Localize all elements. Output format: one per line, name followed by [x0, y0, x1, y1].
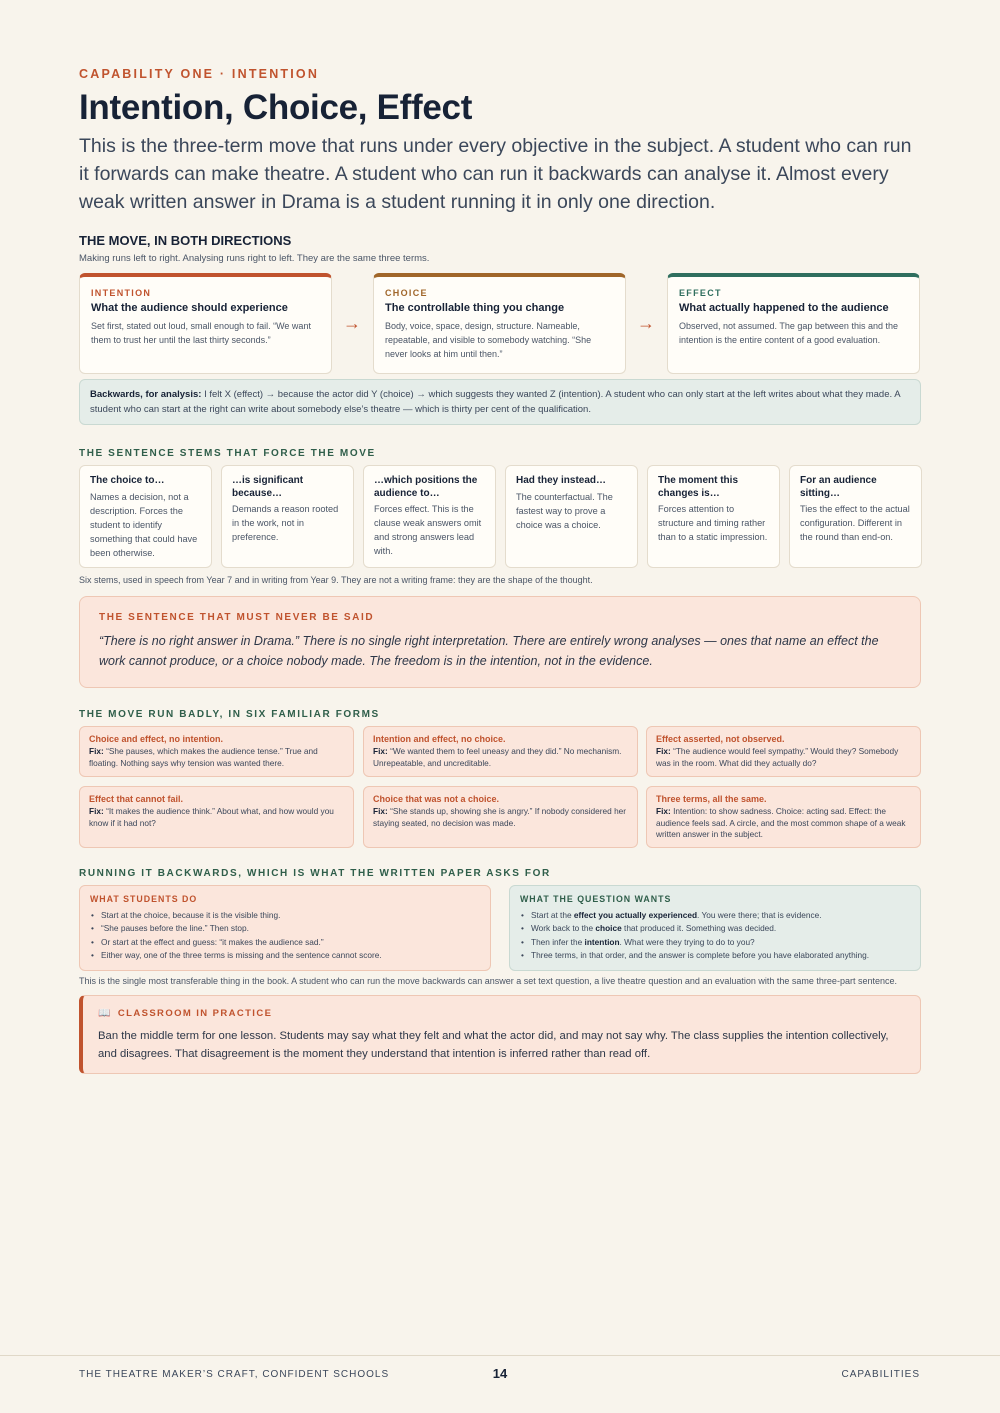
bad-form-head: Intention and effect, no choice. — [373, 734, 506, 744]
backwards-label: Backwards, for analysis: — [90, 389, 202, 400]
list-item: • Work back to the choice that produced it. Something was decided. — [520, 922, 910, 935]
bad-form-text: “She stands up, showing she is angry.” If nobody considered her staying seated, no decision was made. — [373, 806, 627, 828]
list-item: • “She pauses before the line.” Then stop. — [90, 922, 480, 935]
term-body: Observed, not assumed. The gap between this and the intention is the entire content of a good evaluation. — [679, 321, 898, 345]
bad-form-head: Choice that was not a choice. — [373, 794, 500, 804]
stem-body: Forces attention to structure and timing rather than to a static impression. — [658, 504, 768, 542]
stem-card — [221, 465, 354, 568]
students-do-label: WHAT STUDENTS DO — [90, 894, 198, 904]
stem-card — [505, 465, 638, 568]
term-card-effect — [667, 273, 920, 374]
page-title: Intention, Choice, Effect — [79, 88, 473, 127]
bad-form-text: “It makes the audience think.” About what, and how would you know if it had not? — [89, 806, 334, 828]
backwards-note: This is the single most transferable thing in the book. A student who can run the move backwards can answer a set text question, a live theatre question and an evaluation with the same three-part sentence. — [79, 976, 897, 986]
bad-form-card — [646, 786, 921, 848]
term-card-intention — [79, 273, 332, 374]
term-head: What actually happened to the audience — [679, 302, 889, 314]
list-item: • Or start at the effect and guess: “it makes the audience sad.” — [90, 936, 480, 949]
stem-body: The counterfactual. The fastest way to prove a choice was a choice. — [516, 491, 613, 530]
footer-book-title: THE THEATRE MAKER’S CRAFT, CONFIDENT SCHOOLS — [79, 1369, 390, 1380]
bad-form-card — [79, 726, 354, 777]
backwards-heading: RUNNING IT BACKWARDS, WHICH IS WHAT THE WRITTEN PAPER ASKS FOR — [79, 868, 551, 879]
list-item: • Then infer the intention. What were they trying to do to you? — [520, 936, 910, 949]
page-number: 14 — [492, 1366, 508, 1381]
bad-form-text: “We wanted them to feel uneasy and they did.” No mechanism. Unrepeatable, and uncreditable. — [373, 746, 622, 768]
term-label: EFFECT — [679, 288, 722, 298]
stem-card — [363, 465, 496, 568]
arrow-right-icon: → — [343, 313, 361, 333]
stem-card — [647, 465, 780, 568]
section-kicker: CAPABILITY ONE · INTENTION — [79, 67, 320, 81]
footer-divider — [0, 1355, 1000, 1356]
bad-form-card — [363, 726, 638, 777]
stem-card — [789, 465, 922, 568]
stem-body: Names a decision, not a description. Forces the student to identify something that could have been otherwise. — [90, 491, 198, 558]
never-say-label: THE SENTENCE THAT MUST NEVER BE SAID — [99, 612, 375, 623]
question-wants-box — [509, 885, 921, 971]
backwards-text: I felt X (effect) → because the actor did Y (choice) → which suggests they wanted Z (intention). A student who can only start at the left writes about what they made. A student who can start at the right can write about somebody else’s theatre — which is thirty per cent of the qualification. — [90, 389, 901, 415]
question-wants-list — [520, 909, 910, 963]
stem-card — [79, 465, 212, 568]
stems-note: Six stems, used in speech from Year 7 and in writing from Year 9. They are not a writing frame: they are the shape of the thought. — [79, 575, 593, 585]
bad-form-head: Effect asserted, not observed. — [656, 734, 785, 744]
classroom-practice-callout — [79, 995, 921, 1074]
stem-body: Forces effect. This is the clause weak answers omit and strong answers lead with. — [374, 504, 482, 556]
bad-form-head: Choice and effect, no intention. — [89, 734, 224, 744]
term-card-choice — [373, 273, 626, 374]
stems-heading: THE SENTENCE STEMS THAT FORCE THE MOVE — [79, 448, 376, 459]
never-say-callout — [79, 596, 921, 688]
fix-label: Fix: — [373, 806, 388, 816]
students-do-box — [79, 885, 491, 971]
footer-section: CAPABILITIES — [841, 1369, 920, 1380]
move-subheading: Making runs left to right. Analysing runs right to left. They are the same three terms. — [79, 253, 430, 264]
stem-head: The choice to… — [90, 475, 165, 486]
stem-head: …which positions the audience to… — [374, 475, 478, 499]
bad-form-head: Effect that cannot fail. — [89, 794, 184, 804]
badly-heading: THE MOVE RUN BADLY, IN SIX FAMILIAR FORMS — [79, 709, 380, 720]
fix-label: Fix: — [373, 746, 388, 756]
term-label: CHOICE — [385, 288, 428, 298]
list-item: • Start at the choice, because it is the visible thing. — [90, 909, 480, 922]
lede-paragraph: This is the three-term move that runs under every objective in the subject. A student who can run it forwards can make theatre. A student who can run it backwards can analyse it. Almost every weak written answer in Drama is a student running it in only one direction. — [79, 135, 912, 213]
list-item: • Start at the effect you actually experienced. You were there; that is evidence. — [520, 909, 910, 922]
question-wants-label: WHAT THE QUESTION WANTS — [520, 894, 672, 904]
term-head: What the audience should experience — [91, 302, 288, 314]
bad-form-card — [363, 786, 638, 848]
term-head: The controllable thing you change — [385, 302, 565, 314]
stem-body: Demands a reason rooted in the work, not in preference. — [232, 504, 339, 542]
arrow-right-icon: → — [637, 313, 655, 333]
bad-form-text: “The audience would feel sympathy.” Would they? Somebody was in the room. What did they actually do? — [656, 746, 899, 768]
term-body: Body, voice, space, design, structure. Nameable, repeatable, and visible to somebody watching. “She never looks at him until then.” — [385, 321, 592, 359]
list-item: • Three terms, in that order, and the answer is complete before you have elaborated anything. — [520, 949, 910, 962]
stem-head: The moment this changes is… — [658, 475, 739, 499]
bad-form-card — [646, 726, 921, 777]
bad-form-text: “She pauses, which makes the audience tense.” True and floating. Nothing says why tension was wanted there. — [89, 746, 318, 768]
bad-form-text: Intention: to show sadness. Choice: acting sad. Effect: the audience feels sad. A circle, and the most common shape of a weak written answer in the subject. — [656, 806, 906, 839]
fix-label: Fix: — [89, 746, 104, 756]
stem-head: Had they instead… — [516, 475, 607, 486]
practice-label: CLASSROOM IN PRACTICE — [117, 1008, 273, 1019]
stem-body: Ties the effect to the actual configuration. Different in the round than end-on. — [800, 504, 910, 542]
fix-label: Fix: — [656, 806, 671, 816]
never-say-quote: “There is no right answer in Drama.” There is no single right interpretation. There are entirely wrong analyses — ones that name an effect the work cannot produce, or a choice nobody made. The freedom is in the intention, not in the evidence. — [99, 634, 879, 668]
bad-form-card — [79, 786, 354, 848]
move-heading: THE MOVE, IN BOTH DIRECTIONS — [79, 233, 292, 248]
stem-head: For an audience sitting… — [800, 475, 877, 499]
stem-head: …is significant because… — [232, 475, 304, 499]
term-body: Set first, stated out loud, small enough to fail. “We want them to trust her until the last thirty seconds.” — [91, 321, 311, 345]
students-do-list — [90, 909, 480, 963]
term-label: INTENTION — [91, 288, 152, 298]
fix-label: Fix: — [656, 746, 671, 756]
book-icon: 📖 — [98, 1008, 112, 1019]
practice-text: Ban the middle term for one lesson. Students may say what they felt and what the actor did, and may not say why. The class supplies the intention collectively, and disagrees. That disagreement is the moment they understand that intention is inferred rather than read off. — [98, 1030, 889, 1060]
bad-form-head: Three terms, all the same. — [656, 794, 767, 804]
backwards-analysis-box — [79, 379, 921, 425]
list-item: • Either way, one of the three terms is missing and the sentence cannot score. — [90, 949, 480, 962]
fix-label: Fix: — [89, 806, 104, 816]
